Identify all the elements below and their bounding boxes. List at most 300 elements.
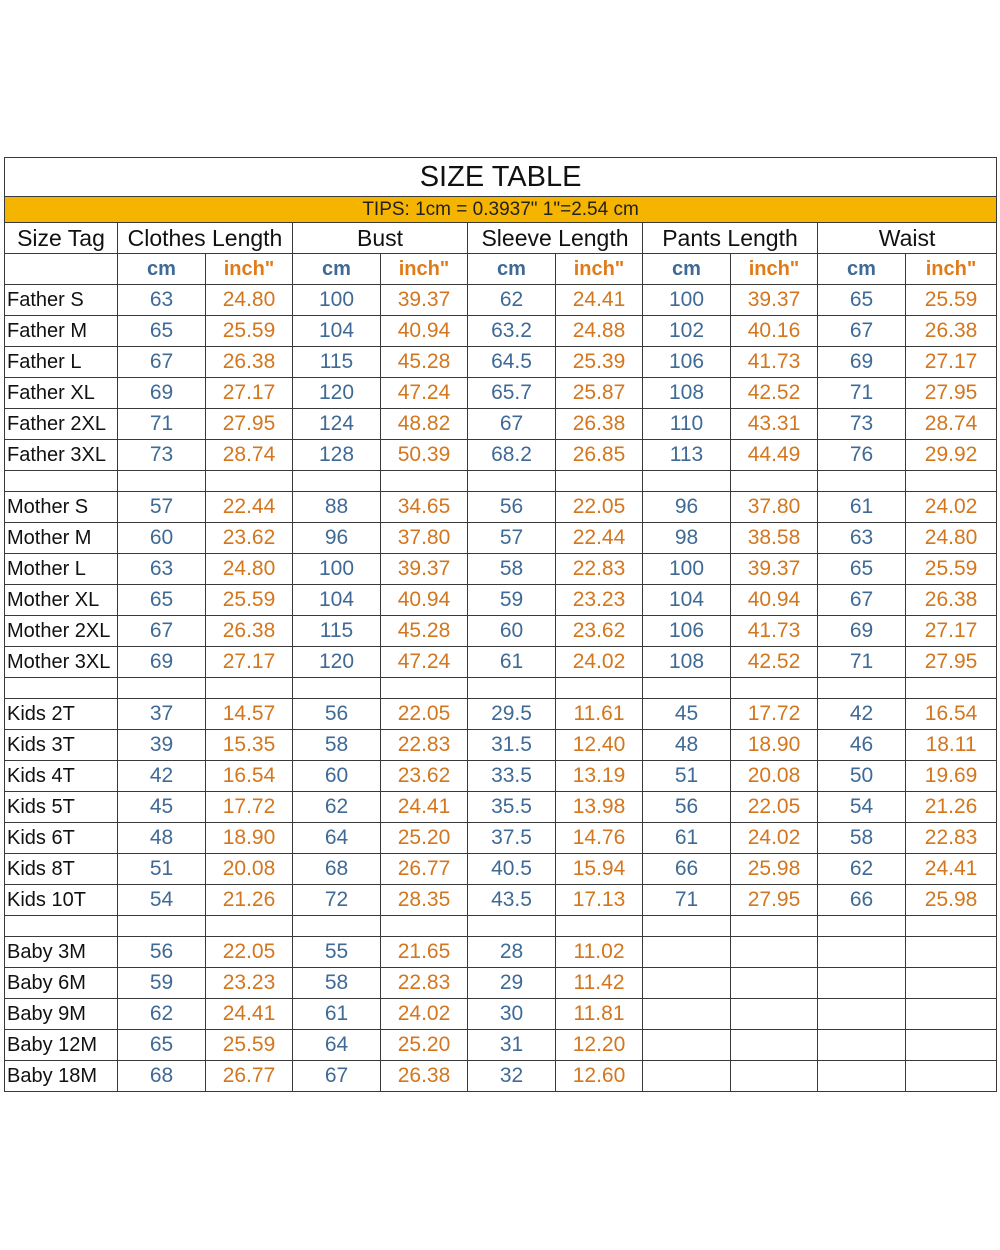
group-separator-row	[5, 916, 997, 937]
inch-value-cell: 24.41	[556, 285, 643, 316]
inch-value-cell: 21.26	[206, 885, 293, 916]
cm-value-cell: 71	[818, 378, 906, 409]
inch-value-cell: 40.94	[381, 316, 468, 347]
inch-value-cell: 22.05	[731, 792, 818, 823]
header-pants-length: Pants Length	[643, 223, 818, 254]
cm-value-cell: 29.5	[468, 699, 556, 730]
cm-value-cell: 56	[468, 492, 556, 523]
size-table	[4, 157, 997, 1092]
empty-cell	[206, 471, 293, 492]
inch-value-cell: 27.95	[906, 647, 997, 678]
inch-value-cell: 23.62	[556, 616, 643, 647]
empty-cell	[293, 916, 381, 937]
table-row	[5, 523, 997, 554]
inch-value-cell: 40.94	[731, 585, 818, 616]
cm-value-cell	[643, 968, 731, 999]
inch-value-cell: 37.80	[731, 492, 818, 523]
cm-value-cell: 59	[468, 585, 556, 616]
cm-value-cell: 73	[818, 409, 906, 440]
size-tag-cell: Baby 12M	[5, 1030, 118, 1061]
empty-cell	[731, 916, 818, 937]
size-tag-cell: Kids 5T	[5, 792, 118, 823]
inch-value-cell: 50.39	[381, 440, 468, 471]
cm-value-cell	[818, 968, 906, 999]
size-tag-cell: Mother L	[5, 554, 118, 585]
unit-cm: cm	[643, 254, 731, 285]
empty-cell	[643, 916, 731, 937]
cm-value-cell: 98	[643, 523, 731, 554]
size-tag-cell: Father L	[5, 347, 118, 378]
cm-value-cell: 66	[818, 885, 906, 916]
cm-value-cell: 45	[118, 792, 206, 823]
size-tag-cell: Mother XL	[5, 585, 118, 616]
inch-value-cell: 21.65	[381, 937, 468, 968]
cm-value-cell: 67	[118, 347, 206, 378]
inch-value-cell: 39.37	[381, 285, 468, 316]
cm-value-cell: 68	[293, 854, 381, 885]
inch-value-cell: 26.38	[206, 616, 293, 647]
cm-value-cell: 50	[818, 761, 906, 792]
inch-value-cell: 39.37	[731, 554, 818, 585]
cm-value-cell: 62	[468, 285, 556, 316]
cm-value-cell: 69	[118, 378, 206, 409]
inch-value-cell: 17.13	[556, 885, 643, 916]
inch-value-cell: 38.58	[731, 523, 818, 554]
inch-value-cell	[731, 1061, 818, 1092]
cm-value-cell: 71	[118, 409, 206, 440]
inch-value-cell: 25.59	[906, 285, 997, 316]
empty-cell	[118, 678, 206, 699]
size-tag-cell: Father M	[5, 316, 118, 347]
cm-value-cell: 61	[468, 647, 556, 678]
cm-value-cell: 35.5	[468, 792, 556, 823]
cm-value-cell: 100	[643, 554, 731, 585]
size-tag-cell: Mother 2XL	[5, 616, 118, 647]
inch-value-cell: 11.42	[556, 968, 643, 999]
table-row	[5, 492, 997, 523]
cm-value-cell	[818, 1061, 906, 1092]
inch-value-cell: 24.02	[556, 647, 643, 678]
size-tag-cell: Baby 3M	[5, 937, 118, 968]
cm-value-cell: 124	[293, 409, 381, 440]
inch-value-cell: 25.59	[206, 316, 293, 347]
cm-value-cell: 61	[643, 823, 731, 854]
empty-cell	[293, 678, 381, 699]
cm-value-cell	[643, 1061, 731, 1092]
inch-value-cell: 25.20	[381, 823, 468, 854]
cm-value-cell: 76	[818, 440, 906, 471]
inch-value-cell: 18.11	[906, 730, 997, 761]
empty-cell	[468, 471, 556, 492]
inch-value-cell: 22.83	[906, 823, 997, 854]
cm-value-cell: 60	[293, 761, 381, 792]
inch-value-cell	[731, 1030, 818, 1061]
inch-value-cell: 17.72	[731, 699, 818, 730]
inch-value-cell: 39.37	[381, 554, 468, 585]
inch-value-cell: 25.20	[381, 1030, 468, 1061]
inch-value-cell: 41.73	[731, 347, 818, 378]
empty-cell	[731, 471, 818, 492]
inch-value-cell: 41.73	[731, 616, 818, 647]
group-separator-row	[5, 678, 997, 699]
inch-value-cell: 11.02	[556, 937, 643, 968]
inch-value-cell	[906, 968, 997, 999]
cm-value-cell: 33.5	[468, 761, 556, 792]
table-row	[5, 792, 997, 823]
cm-value-cell: 100	[643, 285, 731, 316]
inch-value-cell: 24.41	[206, 999, 293, 1030]
table-row	[5, 616, 997, 647]
inch-value-cell: 22.44	[206, 492, 293, 523]
size-table-sheet	[4, 157, 996, 1092]
cm-value-cell: 48	[118, 823, 206, 854]
inch-value-cell: 23.23	[556, 585, 643, 616]
table-row	[5, 999, 997, 1030]
size-tag-cell: Father S	[5, 285, 118, 316]
inch-value-cell	[906, 937, 997, 968]
inch-value-cell: 29.92	[906, 440, 997, 471]
inch-value-cell: 25.98	[906, 885, 997, 916]
inch-value-cell: 15.35	[206, 730, 293, 761]
cm-value-cell: 69	[818, 616, 906, 647]
cm-value-cell: 106	[643, 616, 731, 647]
size-tag-cell: Father 2XL	[5, 409, 118, 440]
empty-cell	[906, 678, 997, 699]
cm-value-cell: 108	[643, 647, 731, 678]
inch-value-cell: 22.83	[556, 554, 643, 585]
cm-value-cell: 46	[818, 730, 906, 761]
inch-value-cell: 27.17	[206, 378, 293, 409]
cm-value-cell: 62	[293, 792, 381, 823]
empty-cell	[381, 678, 468, 699]
inch-value-cell: 23.62	[381, 761, 468, 792]
inch-value-cell: 45.28	[381, 347, 468, 378]
empty-cell	[118, 916, 206, 937]
cm-value-cell: 69	[818, 347, 906, 378]
inch-value-cell: 45.28	[381, 616, 468, 647]
cm-value-cell: 68.2	[468, 440, 556, 471]
cm-value-cell: 62	[118, 999, 206, 1030]
cm-value-cell: 51	[118, 854, 206, 885]
inch-value-cell: 25.59	[206, 1030, 293, 1061]
inch-value-cell: 22.44	[556, 523, 643, 554]
header-waist: Waist	[818, 223, 997, 254]
inch-value-cell: 13.19	[556, 761, 643, 792]
cm-value-cell: 120	[293, 647, 381, 678]
inch-value-cell: 27.95	[906, 378, 997, 409]
empty-cell	[293, 471, 381, 492]
header-sleeve-length: Sleeve Length	[468, 223, 643, 254]
inch-value-cell	[731, 937, 818, 968]
cm-value-cell: 63	[818, 523, 906, 554]
inch-value-cell: 28.74	[906, 409, 997, 440]
cm-value-cell: 65.7	[468, 378, 556, 409]
size-tag-cell: Kids 3T	[5, 730, 118, 761]
inch-value-cell: 21.26	[906, 792, 997, 823]
cm-value-cell: 64	[293, 1030, 381, 1061]
inch-value-cell: 27.17	[906, 347, 997, 378]
inch-value-cell: 18.90	[206, 823, 293, 854]
table-row	[5, 730, 997, 761]
cm-value-cell: 51	[643, 761, 731, 792]
cm-value-cell: 106	[643, 347, 731, 378]
inch-value-cell: 23.23	[206, 968, 293, 999]
size-tag-cell: Kids 8T	[5, 854, 118, 885]
table-row	[5, 409, 997, 440]
cm-value-cell: 64.5	[468, 347, 556, 378]
cm-value-cell: 48	[643, 730, 731, 761]
inch-value-cell	[906, 1030, 997, 1061]
cm-value-cell: 29	[468, 968, 556, 999]
inch-value-cell	[906, 999, 997, 1030]
table-title: SIZE TABLE	[5, 158, 997, 197]
inch-value-cell: 26.77	[206, 1061, 293, 1092]
cm-value-cell: 73	[118, 440, 206, 471]
inch-value-cell: 24.02	[906, 492, 997, 523]
cm-value-cell: 56	[118, 937, 206, 968]
cm-value-cell: 96	[643, 492, 731, 523]
empty-cell	[643, 678, 731, 699]
table-row	[5, 316, 997, 347]
inch-value-cell: 14.57	[206, 699, 293, 730]
inch-value-cell: 24.02	[381, 999, 468, 1030]
unit-cm: cm	[818, 254, 906, 285]
cm-value-cell: 37	[118, 699, 206, 730]
cm-value-cell: 31.5	[468, 730, 556, 761]
inch-value-cell: 18.90	[731, 730, 818, 761]
inch-value-cell: 34.65	[381, 492, 468, 523]
inch-value-cell: 26.38	[906, 316, 997, 347]
cm-value-cell: 56	[643, 792, 731, 823]
inch-value-cell: 24.02	[731, 823, 818, 854]
cm-value-cell: 104	[643, 585, 731, 616]
cm-value-cell: 57	[118, 492, 206, 523]
size-tag-cell: Mother S	[5, 492, 118, 523]
size-tag-cell: Father XL	[5, 378, 118, 409]
size-tag-cell: Kids 4T	[5, 761, 118, 792]
inch-value-cell: 26.38	[381, 1061, 468, 1092]
inch-value-cell: 23.62	[206, 523, 293, 554]
table-row	[5, 647, 997, 678]
table-row	[5, 554, 997, 585]
size-tag-cell: Mother M	[5, 523, 118, 554]
units-blank-cell	[5, 254, 118, 285]
cm-value-cell	[643, 999, 731, 1030]
table-row	[5, 823, 997, 854]
size-tag-cell: Baby 9M	[5, 999, 118, 1030]
inch-value-cell: 24.80	[206, 285, 293, 316]
inch-value-cell: 25.59	[906, 554, 997, 585]
empty-cell	[906, 471, 997, 492]
cm-value-cell	[643, 1030, 731, 1061]
cm-value-cell: 45	[643, 699, 731, 730]
size-tag-cell: Kids 10T	[5, 885, 118, 916]
empty-cell	[381, 916, 468, 937]
empty-cell	[818, 916, 906, 937]
cm-value-cell: 43.5	[468, 885, 556, 916]
inch-value-cell: 42.52	[731, 647, 818, 678]
header-size-tag: Size Tag	[5, 223, 118, 254]
table-row	[5, 968, 997, 999]
inch-value-cell: 48.82	[381, 409, 468, 440]
cm-value-cell: 60	[118, 523, 206, 554]
size-tag-cell: Father 3XL	[5, 440, 118, 471]
cm-value-cell: 65	[118, 316, 206, 347]
cm-value-cell: 65	[118, 1030, 206, 1061]
cm-value-cell: 58	[468, 554, 556, 585]
cm-value-cell	[818, 999, 906, 1030]
inch-value-cell: 43.31	[731, 409, 818, 440]
size-tag-cell: Baby 6M	[5, 968, 118, 999]
empty-cell	[556, 678, 643, 699]
header-bust: Bust	[293, 223, 468, 254]
cm-value-cell: 60	[468, 616, 556, 647]
cm-value-cell	[818, 1030, 906, 1061]
cm-value-cell: 115	[293, 347, 381, 378]
table-row	[5, 285, 997, 316]
table-row	[5, 854, 997, 885]
cm-value-cell: 65	[818, 554, 906, 585]
unit-inch: inch"	[731, 254, 818, 285]
inch-value-cell: 22.83	[381, 968, 468, 999]
unit-inch: inch"	[381, 254, 468, 285]
inch-value-cell: 12.40	[556, 730, 643, 761]
cm-value-cell: 63	[118, 554, 206, 585]
cm-value-cell: 71	[818, 647, 906, 678]
unit-inch: inch"	[206, 254, 293, 285]
inch-value-cell: 25.59	[206, 585, 293, 616]
cm-value-cell: 30	[468, 999, 556, 1030]
cm-value-cell: 108	[643, 378, 731, 409]
cm-value-cell: 71	[643, 885, 731, 916]
inch-value-cell: 28.74	[206, 440, 293, 471]
cm-value-cell: 37.5	[468, 823, 556, 854]
empty-cell	[206, 678, 293, 699]
unit-inch: inch"	[556, 254, 643, 285]
inch-value-cell: 17.72	[206, 792, 293, 823]
inch-value-cell: 40.16	[731, 316, 818, 347]
inch-value-cell: 27.17	[906, 616, 997, 647]
inch-value-cell: 25.39	[556, 347, 643, 378]
table-row	[5, 699, 997, 730]
inch-value-cell: 24.41	[381, 792, 468, 823]
inch-value-cell: 22.05	[556, 492, 643, 523]
cm-value-cell: 56	[293, 699, 381, 730]
empty-cell	[206, 916, 293, 937]
cm-value-cell: 102	[643, 316, 731, 347]
cm-value-cell: 72	[293, 885, 381, 916]
cm-value-cell: 61	[293, 999, 381, 1030]
inch-value-cell: 13.98	[556, 792, 643, 823]
cm-value-cell: 100	[293, 554, 381, 585]
cm-value-cell: 40.5	[468, 854, 556, 885]
cm-value-cell: 63.2	[468, 316, 556, 347]
cm-value-cell: 128	[293, 440, 381, 471]
table-row	[5, 1030, 997, 1061]
inch-value-cell: 24.80	[906, 523, 997, 554]
inch-value-cell: 22.05	[381, 699, 468, 730]
cm-value-cell: 65	[118, 585, 206, 616]
table-row	[5, 1061, 997, 1092]
cm-value-cell: 39	[118, 730, 206, 761]
inch-value-cell: 28.35	[381, 885, 468, 916]
empty-cell	[556, 916, 643, 937]
inch-value-cell: 16.54	[206, 761, 293, 792]
tips-banner: TIPS: 1cm = 0.3937" 1"=2.54 cm	[5, 197, 997, 223]
inch-value-cell: 22.05	[206, 937, 293, 968]
table-row	[5, 885, 997, 916]
inch-value-cell: 12.20	[556, 1030, 643, 1061]
cm-value-cell: 104	[293, 316, 381, 347]
cm-value-cell: 58	[818, 823, 906, 854]
cm-value-cell: 88	[293, 492, 381, 523]
size-tag-cell: Kids 2T	[5, 699, 118, 730]
inch-value-cell: 27.95	[731, 885, 818, 916]
inch-value-cell: 26.77	[381, 854, 468, 885]
inch-value-cell: 24.41	[906, 854, 997, 885]
cm-value-cell: 54	[818, 792, 906, 823]
cm-value-cell: 31	[468, 1030, 556, 1061]
cm-value-cell: 115	[293, 616, 381, 647]
unit-cm: cm	[468, 254, 556, 285]
inch-value-cell: 26.85	[556, 440, 643, 471]
inch-value-cell: 42.52	[731, 378, 818, 409]
empty-cell	[643, 471, 731, 492]
cm-value-cell: 110	[643, 409, 731, 440]
cm-value-cell: 104	[293, 585, 381, 616]
table-row	[5, 378, 997, 409]
inch-value-cell: 14.76	[556, 823, 643, 854]
inch-value-cell: 12.60	[556, 1061, 643, 1092]
inch-value-cell: 24.88	[556, 316, 643, 347]
cm-value-cell: 57	[468, 523, 556, 554]
empty-cell	[5, 678, 118, 699]
inch-value-cell: 19.69	[906, 761, 997, 792]
cm-value-cell: 120	[293, 378, 381, 409]
empty-cell	[556, 471, 643, 492]
cm-value-cell	[643, 937, 731, 968]
inch-value-cell: 22.83	[381, 730, 468, 761]
cm-value-cell: 66	[643, 854, 731, 885]
size-tag-cell: Mother 3XL	[5, 647, 118, 678]
inch-value-cell: 11.61	[556, 699, 643, 730]
cm-value-cell: 67	[118, 616, 206, 647]
empty-cell	[818, 471, 906, 492]
cm-value-cell: 42	[818, 699, 906, 730]
empty-cell	[5, 471, 118, 492]
table-row	[5, 585, 997, 616]
empty-cell	[731, 678, 818, 699]
empty-cell	[118, 471, 206, 492]
cm-value-cell: 32	[468, 1061, 556, 1092]
header-clothes-length: Clothes Length	[118, 223, 293, 254]
table-row	[5, 347, 997, 378]
inch-value-cell: 26.38	[206, 347, 293, 378]
units-row	[5, 254, 997, 285]
inch-value-cell: 20.08	[731, 761, 818, 792]
empty-cell	[381, 471, 468, 492]
table-row	[5, 937, 997, 968]
empty-cell	[818, 678, 906, 699]
inch-value-cell: 15.94	[556, 854, 643, 885]
inch-value-cell	[731, 999, 818, 1030]
cm-value-cell: 58	[293, 730, 381, 761]
cm-value-cell: 62	[818, 854, 906, 885]
table-row	[5, 440, 997, 471]
inch-value-cell: 47.24	[381, 647, 468, 678]
unit-cm: cm	[118, 254, 206, 285]
cm-value-cell: 63	[118, 285, 206, 316]
